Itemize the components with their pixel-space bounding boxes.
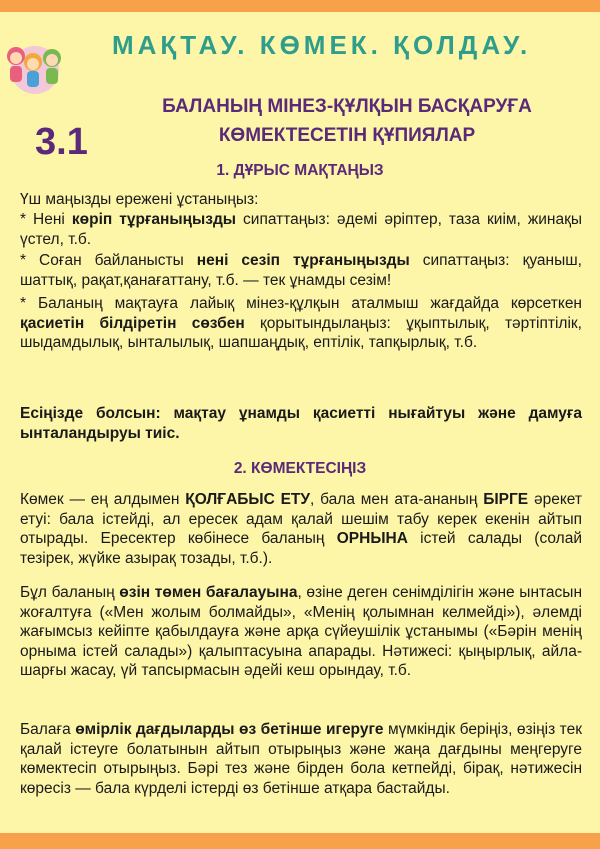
- section-title-line1: БАЛАНЫҢ МІНЕЗ-ҚҰЛҚЫН БАСҚАРУҒА: [162, 96, 532, 117]
- top-accent-bar: [0, 0, 600, 12]
- rule-2: * Соған байланысты нені сезіп тұрғаныңызды сипаттаңыз: қуаныш, шаттық, рақат,қанағаттану, т.б. — тек ұнамды сезім!: [20, 252, 582, 289]
- part1-note: Есіңізде болсын: мақтау ұнамды қасиетті нығайтуы және дамуға ынталандыруы тиіс.: [20, 405, 582, 442]
- section-number: 3.1: [35, 121, 88, 163]
- part2-paragraph-3: Балаға өмірлік дағдыларды өз бетінше игеруге мүмкіндік беріңіз, өзіңіз тек қалай істеуге болатынын айтып отырыңыз және жаңа дағдыны меңгеруге көмектесіп отырыңыз. Бәрі тез және бірден бола кетпейді, бірақ, нәтижесін көресіз — бала күрделі істерді өз бетінше атқара бастайды.: [20, 721, 582, 797]
- rule-3: * Баланың мақтауға лайық мінез-құлқын аталмыш жағдайда көрсеткен қасиетін білдіретін сөзбен қорытындылаңыз: ұқыптылық, тәртіптілік, шыдамдылық, ынталылық, шапшаңдық, ептілік, тапқырлық, т.б.: [20, 295, 582, 352]
- children-group-logo: [2, 36, 68, 94]
- section-title: [122, 92, 572, 150]
- part1-intro: Үш маңызды ережені ұстаныңыз:: [20, 191, 259, 208]
- bottom-accent-bar: [0, 833, 600, 849]
- part2-heading: 2. КӨМЕКТЕСІҢІЗ: [233, 460, 367, 477]
- part1-heading: 1. ДҰРЫС МАҚТАҢЫЗ: [216, 162, 384, 179]
- section-title-line2: КӨМЕКТЕСЕТІН ҚҰПИЯЛАР: [218, 125, 476, 146]
- page-header-title: МАҚТАУ. КӨМЕК. ҚОЛДАУ.: [112, 30, 532, 60]
- rule-1: * Нені көріп тұрғаныңызды сипаттаңыз: әдемі әріптер, таза киім, жинақы үстел, т.б.: [20, 211, 583, 248]
- part2-paragraph-2: Бұл баланың өзін төмен бағалауына, өзіне деген сенімділігін және ынтасын жоғалтуға («Мен жолым болмайды», «Менің қолымнан келмейді»), әлемді жағымсыз кейіпте қабылдауға және арқа сүйеушілік ұстанымы («Бәрін менің орныма істей салады») қалыптасуына апарады. Нәтижесі: қыңырлық, айла-шарғы жасау, үй тапсырмасын әдейі кеш орындау, т.б.: [20, 584, 582, 680]
- part2-paragraph-1: Көмек — ең алдымен ҚОЛҒАБЫС ЕТУ, бала мен ата-ананың БІРГЕ әрекет етуі: бала істейді, ал ересек адам қалай шешім табу керек екенін айтып отырады. Ересектер көбінесе баланың ОРНЫНА істей салады (солай тезірек, жүйке азырақ тозады, т.б.).: [20, 491, 582, 567]
